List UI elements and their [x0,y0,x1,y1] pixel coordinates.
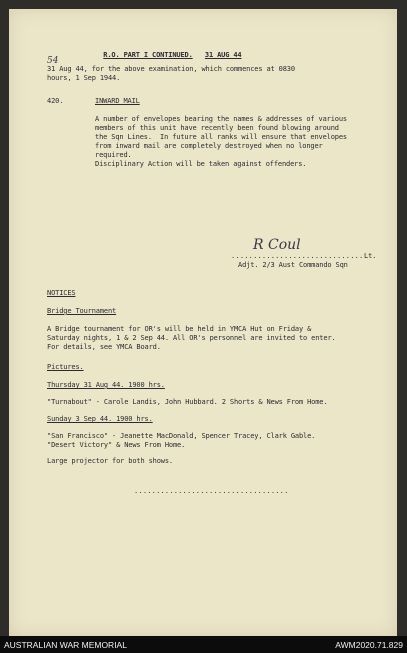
item-line: required. [95,151,132,159]
intro-line-1: 31 Aug 44, for the above examination, which commences at 0830 [47,65,295,73]
show1-heading: Thursday 31 Aug 44. 1900 hrs. [47,381,165,389]
intro-line-2: hours, 1 Sep 1944. [47,74,121,82]
item-line: the Sqn Lines. In future all ranks will ensure that envelopes [95,133,347,141]
end-rule: ................................... [134,487,289,495]
notices-heading: NOTICES [47,289,76,297]
projector-note: Large projector for both shows. [47,457,173,465]
item-heading: INWARD MAIL [95,97,140,105]
show2-line: "Desert Victory" & News From Home. [47,441,186,449]
item-line: from inward mail are completely destroyed when no longer [95,142,323,150]
footer-bar [0,636,407,653]
pictures-heading: Pictures. [47,363,84,371]
handwritten-signature: R Coul [253,237,301,253]
handwritten-page-mark: 54 [47,56,59,66]
footer-accession-number: AWM2020.71.829 [335,640,403,650]
bridge-line: Saturday nights, 1 & 2 Sep 44. All OR's personnel are invited to enter. [47,334,336,342]
show1-line: "Turnabout" - Carole Landis, John Hubbard. 2 Shorts & News From Home. [47,398,328,406]
signature-title: Adjt. 2/3 Aust Commando Sqn [238,261,348,269]
item-number: 420. [47,97,64,105]
signature-rank: Lt. [364,252,377,260]
item-line: members of this unit have recently been found blowing around [95,124,339,132]
item-line: A number of envelopes bearing the names & addresses of various [95,115,347,123]
show2-heading: Sunday 3 Sep 44. 1900 hrs. [47,415,153,423]
bridge-line: A Bridge tournament for OR's will be held in YMCA Hut on Friday & [47,325,312,333]
show2-line: "San Francisco" - Jeanette MacDonald, Spencer Tracey, Clark Gable. [47,432,316,440]
bridge-line: For details, see YMCA Board. [47,343,161,351]
bridge-heading: Bridge Tournament [47,307,117,315]
footer-institution: AUSTRALIAN WAR MEMORIAL [4,640,127,650]
item-line: Disciplinary Action will be taken against offenders. [95,160,307,168]
signature-line: .............................. [231,252,364,260]
document-page [9,9,397,636]
header-title: R.O. PART I CONTINUED. 31 AUG 44 [103,51,242,59]
